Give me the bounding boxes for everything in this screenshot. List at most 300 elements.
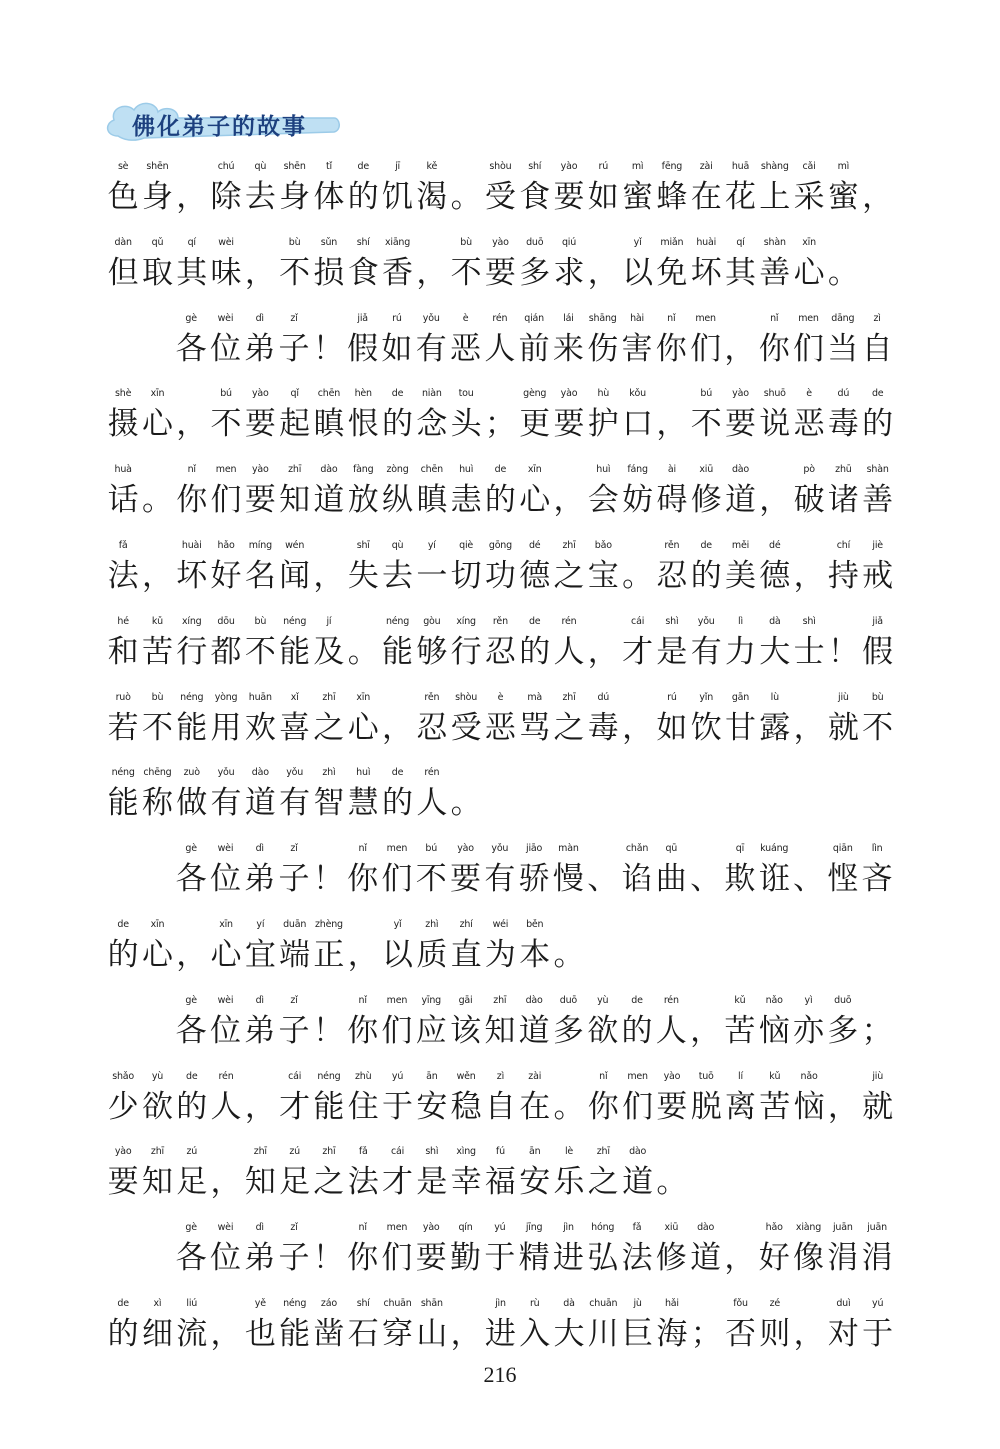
hanzi: 德 <box>759 557 791 594</box>
pinyin: xīn <box>527 464 542 476</box>
pinyin: yǒu <box>286 767 304 779</box>
hanzi: 自 <box>861 330 893 367</box>
ruby-char <box>208 312 242 368</box>
pinyin: mì <box>837 161 850 172</box>
pinyin: shāng <box>588 312 617 324</box>
hanzi: 好 <box>758 1240 790 1277</box>
ruby-char <box>792 615 826 671</box>
pinyin: huā <box>731 161 750 172</box>
pinyin: jiāo <box>526 843 543 855</box>
hanzi: 离 <box>724 1088 756 1125</box>
pinyin: zhī <box>322 1146 336 1158</box>
pinyin: shí <box>356 236 370 248</box>
pinyin: gōng <box>488 539 512 551</box>
ruby-char <box>175 691 209 747</box>
hanzi: 端 <box>279 936 311 973</box>
hanzi: 安 <box>416 1088 448 1125</box>
pinyin: xìng <box>456 1146 476 1158</box>
hanzi: 弘 <box>587 1240 619 1277</box>
ruby-char <box>620 1221 654 1277</box>
ruby-char <box>277 766 311 822</box>
hanzi: 体 <box>313 179 345 215</box>
hanzi: 。 <box>347 633 379 670</box>
pinyin <box>175 160 209 174</box>
ruby-char <box>757 1221 791 1277</box>
hanzi: ， <box>347 936 379 973</box>
pinyin: shè <box>115 388 132 400</box>
ruby-char <box>586 539 620 595</box>
pinyin: zhí <box>459 918 473 930</box>
pinyin: yào <box>663 1070 681 1082</box>
ruby-char <box>174 1221 208 1277</box>
pinyin: zǐ <box>290 994 298 1006</box>
pinyin: juān <box>832 1222 853 1234</box>
pinyin: jī <box>395 161 400 172</box>
hanzi: 你 <box>176 482 208 519</box>
pinyin: dú <box>837 388 850 400</box>
pinyin <box>209 1145 243 1159</box>
pinyin: zhī <box>322 691 336 703</box>
hanzi: 诳 <box>758 861 790 898</box>
pinyin: jiè <box>872 539 883 551</box>
hanzi: ， <box>416 254 448 291</box>
hanzi: 色 <box>107 179 139 215</box>
ruby-char <box>689 387 723 443</box>
ruby-char <box>552 615 586 671</box>
hanzi: ， <box>862 179 894 215</box>
ruby-char <box>311 842 345 898</box>
hanzi: 才 <box>382 1164 414 1201</box>
ruby-char <box>209 766 243 822</box>
hanzi: 念 <box>416 406 448 443</box>
ruby-char <box>209 615 243 671</box>
pinyin: yào <box>422 1222 440 1234</box>
ruby-char <box>175 160 209 216</box>
hanzi: 要 <box>553 406 585 443</box>
ruby-char <box>861 615 895 671</box>
pinyin: jìn <box>495 1297 506 1309</box>
pinyin: wèi <box>217 994 234 1006</box>
hanzi: 放 <box>347 482 379 519</box>
ruby-char <box>106 918 140 974</box>
ruby-char <box>689 691 723 747</box>
pinyin: xíng <box>456 615 476 627</box>
pinyin: sè <box>117 161 129 172</box>
ruby-char <box>140 691 174 747</box>
hanzi: ！ <box>312 861 344 898</box>
pinyin: jù <box>633 1297 642 1309</box>
hanzi: 川 <box>587 1315 619 1352</box>
ruby-char <box>277 1297 311 1353</box>
pinyin: chǎn <box>625 843 649 855</box>
ruby-char <box>723 160 757 216</box>
hanzi: 勤 <box>450 1240 482 1277</box>
pinyin: de <box>494 464 507 476</box>
pinyin: qǔ <box>151 236 164 248</box>
ruby-char <box>792 691 826 747</box>
ruby-char <box>380 615 414 671</box>
ruby-char <box>380 160 414 216</box>
hanzi: 毒 <box>587 709 619 746</box>
hanzi: 人 <box>553 633 585 670</box>
pinyin <box>826 1070 860 1084</box>
text-body <box>106 160 896 1373</box>
ruby-char <box>449 236 483 292</box>
hanzi: 当 <box>827 330 859 367</box>
pinyin: wěn <box>456 1070 476 1082</box>
pinyin: zhī <box>596 1146 610 1158</box>
ruby-char <box>449 1297 483 1353</box>
ruby-char <box>312 539 346 595</box>
pinyin: chuān <box>383 1297 412 1309</box>
hanzi: 谄 <box>621 861 653 898</box>
ruby-char <box>140 766 174 822</box>
ruby-char <box>723 691 757 747</box>
hanzi: 也 <box>244 1315 276 1352</box>
hanzi: 幸 <box>450 1164 482 1201</box>
hanzi: ， <box>450 1315 482 1352</box>
pinyin: nǐ <box>667 312 676 324</box>
ruby-char <box>518 691 552 747</box>
ruby-char <box>106 539 140 595</box>
pinyin <box>792 1297 826 1311</box>
ruby-char <box>483 312 517 368</box>
hanzi: 都 <box>210 633 242 670</box>
ruby-char <box>312 918 346 974</box>
hanzi: ， <box>793 557 825 594</box>
pinyin: hèn <box>354 388 372 400</box>
hanzi: 才 <box>279 1088 311 1125</box>
pinyin: wén <box>285 539 305 551</box>
ruby-char <box>174 312 208 368</box>
ruby-char <box>415 236 449 292</box>
pinyin: jiǎ <box>872 615 883 627</box>
hanzi: ， <box>382 709 414 746</box>
pinyin: lái <box>563 312 574 324</box>
ruby-char <box>380 691 414 747</box>
hanzi: 悭 <box>827 861 859 898</box>
ruby-char <box>208 994 242 1050</box>
pinyin: dì <box>255 312 264 324</box>
ruby-char <box>209 691 243 747</box>
hanzi: 子 <box>278 861 310 898</box>
ruby-char <box>415 1297 449 1353</box>
ruby-char <box>415 539 449 595</box>
ruby-char <box>826 463 860 519</box>
hanzi: 免 <box>656 254 688 291</box>
ruby-char <box>826 1070 860 1126</box>
hanzi: 名 <box>244 557 276 594</box>
pinyin <box>346 918 380 932</box>
ruby-char <box>758 1297 792 1353</box>
hanzi: 你 <box>587 1088 619 1125</box>
hanzi: 人 <box>416 785 448 822</box>
pinyin: de <box>391 767 404 779</box>
hanzi: ， <box>313 557 345 594</box>
hanzi: ； <box>861 1012 893 1049</box>
ruby-char <box>758 236 792 292</box>
hanzi: 好 <box>210 557 242 594</box>
pinyin: shān <box>420 1297 443 1309</box>
pinyin <box>620 691 654 705</box>
hanzi: 食 <box>347 254 379 291</box>
pinyin: yě <box>254 1297 266 1309</box>
ruby-char <box>758 539 792 595</box>
pinyin: huì <box>356 767 371 779</box>
hanzi: 诸 <box>827 482 859 519</box>
pinyin: zhù <box>355 1070 372 1082</box>
hanzi: 脱 <box>690 1088 722 1125</box>
hanzi: 欢 <box>244 709 276 746</box>
pinyin: gòu <box>423 615 441 627</box>
hanzi: 取 <box>141 254 173 291</box>
ruby-char <box>415 1145 449 1201</box>
ruby-char <box>826 994 860 1050</box>
hanzi: 蜜 <box>827 179 859 215</box>
pinyin: tou <box>458 388 474 400</box>
hanzi: 破 <box>793 482 825 519</box>
pinyin: shǎo <box>112 1070 135 1082</box>
pinyin: è <box>806 388 812 400</box>
hanzi: 饥 <box>382 179 414 215</box>
ruby-char <box>140 539 174 595</box>
pinyin: yú <box>494 1222 506 1234</box>
ruby-char <box>689 160 723 216</box>
hanzi: 足 <box>279 1164 311 1201</box>
ruby-char <box>792 1297 826 1353</box>
pinyin <box>449 160 483 174</box>
pinyin: dōu <box>217 615 235 627</box>
ruby-char <box>758 387 792 443</box>
pinyin: qù <box>254 161 267 172</box>
ruby-char <box>140 1070 174 1126</box>
ruby-char <box>586 1221 620 1277</box>
ruby-char <box>723 236 757 292</box>
pinyin: tuō <box>698 1070 714 1082</box>
pinyin <box>311 1221 345 1235</box>
pinyin: néng <box>385 615 410 627</box>
hanzi: 身 <box>141 179 173 215</box>
ruby-char <box>175 918 209 974</box>
pinyin: nǐ <box>358 994 367 1006</box>
hanzi: 精 <box>518 1240 550 1277</box>
hanzi: 弟 <box>244 1012 276 1049</box>
hanzi: 要 <box>450 861 482 898</box>
ruby-char <box>826 236 860 292</box>
hanzi: 于 <box>484 1240 516 1277</box>
ruby-char <box>243 387 277 443</box>
ruby-char <box>723 842 757 898</box>
pinyin: dào <box>697 1222 715 1234</box>
ruby-char <box>791 994 825 1050</box>
pinyin: nǐ <box>599 1070 608 1082</box>
pinyin: duān <box>283 918 307 930</box>
hanzi: 之 <box>587 1164 619 1201</box>
pinyin: jiǎ <box>357 312 368 324</box>
ruby-char <box>140 236 174 292</box>
pinyin: yì <box>804 994 813 1006</box>
pinyin: qín <box>458 1222 473 1234</box>
pinyin: yào <box>732 388 749 400</box>
ruby-char <box>552 1297 586 1353</box>
pinyin <box>655 387 689 401</box>
pinyin: bù <box>871 691 884 703</box>
text-line <box>106 312 896 388</box>
hanzi: 宜 <box>244 936 276 973</box>
ruby-char <box>551 994 585 1050</box>
pinyin: zhī <box>150 1146 164 1158</box>
hanzi: 福 <box>484 1164 516 1201</box>
hanzi: 纵 <box>382 482 414 519</box>
ruby-char <box>689 463 723 519</box>
hanzi: 正 <box>313 936 345 973</box>
ruby-char <box>586 160 620 216</box>
ruby-char <box>586 312 620 368</box>
pinyin: gèng <box>523 388 547 400</box>
ruby-char <box>448 842 482 898</box>
pinyin: rén <box>492 312 508 324</box>
hanzi: 之 <box>313 1164 345 1201</box>
pinyin: shí <box>528 161 542 172</box>
hanzi: 用 <box>210 709 242 746</box>
ruby-char <box>654 842 688 898</box>
hanzi: 曲 <box>655 861 687 898</box>
pinyin: hóng <box>591 1222 615 1234</box>
ruby-char <box>277 1145 311 1201</box>
hanzi: ！ <box>827 633 859 670</box>
ruby-char <box>518 160 552 216</box>
pinyin: rén <box>424 767 440 779</box>
ruby-char <box>175 539 209 595</box>
hanzi: ， <box>176 406 208 443</box>
ruby-char <box>723 994 757 1050</box>
ruby-char <box>723 387 757 443</box>
ruby-char <box>312 766 346 822</box>
hanzi: 。 <box>450 785 482 822</box>
ruby-char <box>346 160 380 216</box>
hanzi: 害 <box>621 330 653 367</box>
hanzi: 们 <box>690 330 722 367</box>
hanzi: 道 <box>313 482 345 519</box>
pinyin <box>243 236 277 250</box>
pinyin: chēn <box>317 388 341 400</box>
pinyin <box>586 236 620 250</box>
ruby-char <box>380 918 414 974</box>
hanzi: 切 <box>450 557 482 594</box>
ruby-char <box>380 312 414 368</box>
pinyin: huān <box>248 691 272 703</box>
pinyin: gè <box>185 843 197 855</box>
ruby-char <box>826 539 860 595</box>
ruby-char <box>688 1221 722 1277</box>
ruby-char <box>345 1221 379 1277</box>
pinyin: chēng <box>143 767 172 779</box>
pinyin <box>449 1297 483 1311</box>
pinyin: shí <box>356 1297 370 1309</box>
ruby-char <box>106 1145 140 1201</box>
ruby-char <box>415 918 449 974</box>
pinyin: de <box>528 615 541 627</box>
pinyin <box>483 387 517 401</box>
pinyin: néng <box>283 1297 307 1309</box>
pinyin: rú <box>598 161 609 172</box>
hanzi: 涓 <box>861 1240 893 1277</box>
hanzi: 要 <box>553 179 585 215</box>
pinyin: wèi <box>218 236 234 248</box>
ruby-char <box>688 994 722 1050</box>
pinyin: běn <box>526 918 544 930</box>
hanzi: ， <box>210 1164 242 1201</box>
pinyin: ruò <box>115 691 131 703</box>
pinyin: dú <box>597 691 610 703</box>
hanzi: ， <box>622 709 654 746</box>
hanzi: 力 <box>724 633 756 670</box>
ruby-char <box>449 918 483 974</box>
hanzi: 假 <box>862 633 894 670</box>
hanzi: 进 <box>552 1240 584 1277</box>
ruby-char <box>620 160 654 216</box>
hanzi: 能 <box>279 633 311 670</box>
pinyin: qiú <box>561 236 577 248</box>
hanzi: 蜜 <box>622 179 654 215</box>
hanzi: 于 <box>862 1315 894 1352</box>
pinyin: dào <box>251 767 269 779</box>
hanzi: 行 <box>450 633 482 670</box>
pinyin: yǒu <box>422 312 440 324</box>
ruby-char <box>415 387 449 443</box>
ruby-char <box>792 1070 826 1126</box>
text-line <box>106 236 896 312</box>
text-line <box>106 615 896 691</box>
ruby-char <box>449 691 483 747</box>
hanzi: 。 <box>622 557 654 594</box>
pinyin: yǐ <box>633 236 642 248</box>
hanzi: 你 <box>347 1240 379 1277</box>
pinyin: huì <box>459 464 474 476</box>
hanzi: 吝 <box>861 861 893 898</box>
hanzi: 知 <box>141 1164 173 1201</box>
hanzi: 心 <box>519 482 551 519</box>
pinyin: fǎ <box>632 1222 642 1234</box>
pinyin: duō <box>834 994 852 1006</box>
pinyin: nǐ <box>358 1222 367 1234</box>
pinyin: dà <box>769 615 781 627</box>
pinyin: bù <box>288 236 301 248</box>
pinyin <box>449 766 483 780</box>
ruby-char <box>243 918 277 974</box>
hanzi: 能 <box>107 785 139 822</box>
ruby-char <box>791 1221 825 1277</box>
ruby-char <box>655 1145 689 1201</box>
pinyin: yào <box>457 843 474 855</box>
ruby-char <box>106 236 140 292</box>
hanzi: 起 <box>279 406 311 443</box>
pinyin <box>723 1221 757 1235</box>
text-line <box>106 1070 896 1146</box>
pinyin <box>826 615 860 629</box>
pinyin: zhī <box>562 539 576 551</box>
pinyin: shì <box>802 615 816 627</box>
hanzi: ， <box>793 709 825 746</box>
pinyin <box>312 539 346 553</box>
hanzi: 士 <box>793 633 825 670</box>
pinyin <box>723 312 757 326</box>
pinyin: jiù <box>838 691 849 703</box>
ruby-char <box>620 539 654 595</box>
pinyin <box>586 842 620 856</box>
hanzi: 位 <box>209 1012 241 1049</box>
pinyin: ān <box>426 1070 438 1082</box>
